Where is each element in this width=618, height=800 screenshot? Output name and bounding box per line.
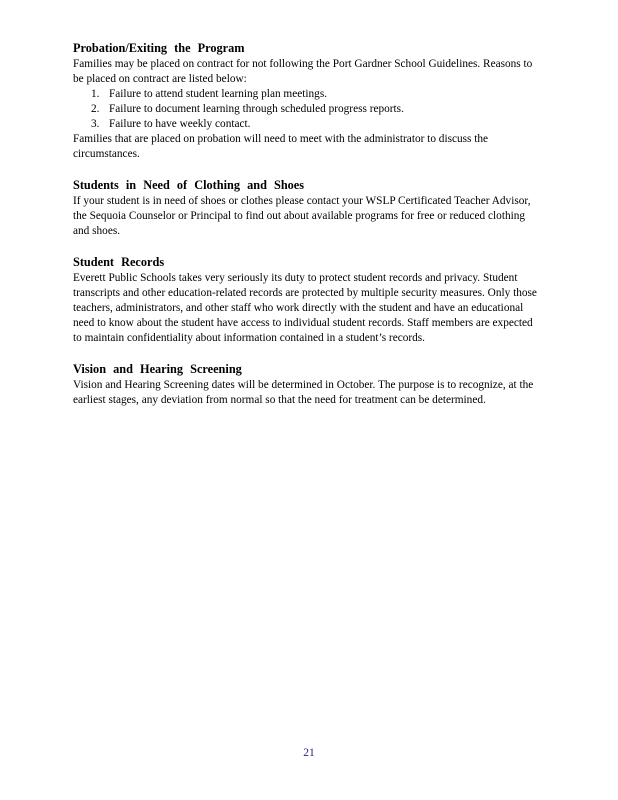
section-heading-records: Student Records [73, 255, 165, 269]
records-body: Everett Public Schools takes very seriously its duty to protect student records and privacy. Student transcripts and other education-related records are protected by multiple security measures. Only those teachers, administrators, and other staff who work directly with the student and have an educational need to know about the student have access to individual student records. Staff members are expected to maintain confidentiality about information contained in a student’s records. [73, 272, 537, 344]
list-item [73, 87, 543, 102]
list-item-text: Failure to have weekly contact. [109, 118, 251, 130]
section-heading-clothing: Students in Need of Clothing and Shoes [73, 178, 305, 192]
vision-body: Vision and Hearing Screening dates will be determined in October. The purpose is to recognize, at the earliest stages, any deviation from normal so that the need for treatment can be determined. [73, 379, 534, 406]
list-item-text: Failure to attend student learning plan meetings. [109, 88, 328, 100]
list-item [73, 117, 543, 132]
list-item-number: 2. [91, 103, 100, 115]
list-item [73, 102, 543, 117]
page-content [73, 41, 543, 424]
list-item-number: 3. [91, 118, 100, 130]
section-heading-vision: Vision and Hearing Screening [73, 362, 242, 376]
list-item-number: 1. [91, 88, 100, 100]
probation-intro: Families may be placed on contract for not following the Port Gardner School Guidelines. Reasons to be placed on contract are listed below: [73, 58, 533, 85]
section-probation [73, 41, 543, 162]
section-vision [73, 362, 543, 408]
section-clothing [73, 178, 543, 239]
section-heading-probation: Probation/Exiting the Program [73, 41, 245, 55]
page-number: 21 [303, 747, 315, 759]
clothing-body: If your student is in need of shoes or clothes please contact your WSLP Certificated Teacher Advisor, the Sequoia Counselor or Principal to find out about available programs for free or reduced clothing and shoes. [73, 195, 531, 237]
probation-closing: Families that are placed on probation will need to meet with the administrator to discuss the circumstances. [73, 133, 489, 160]
probation-reasons-list [73, 87, 543, 132]
section-records [73, 255, 543, 346]
list-item-text: Failure to document learning through scheduled progress reports. [109, 103, 404, 115]
